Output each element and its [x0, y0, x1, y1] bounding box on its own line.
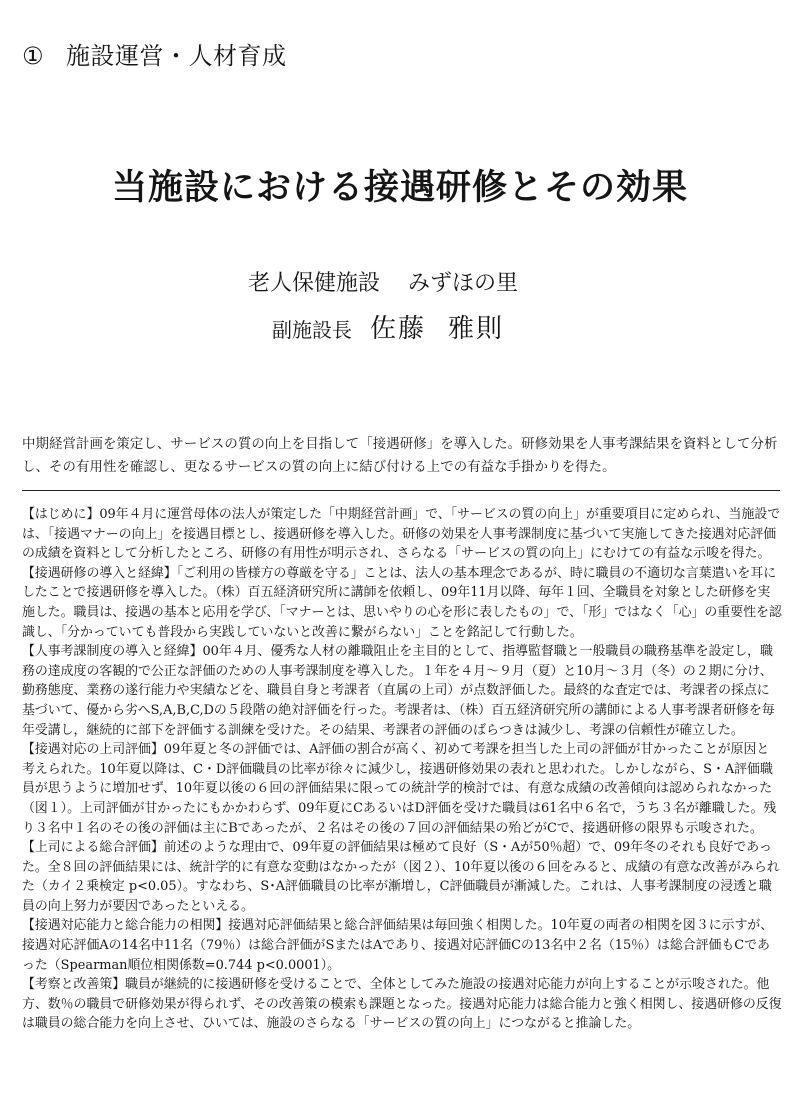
- paragraph-text: 00年４月、優秀な人材の離職阻止を主目的として、指導監督職と一般職員の職務基準を設定し，職務の達成度の客観的で公正な評価のための人事考課制度を導入した。１年を４月～９月（夏）と10月～３月（冬）の２期に分け、勤務態度、業務の遂行能力や実績などを、職員自身と考課者（直属の上司）が点数評価した。最終的な査定では、考課者の採点に基づいて、優から劣へS,A,B,C,Dの５段階の絶対評価を行った。考課者は、（株）百五経済研究所の講師による人事考課者研修を毎年受講し，継続的に部下を評価する訓練を受けた。その結果、考課者の評価のばらつきは減少し、考課の信頼性が確立した。: [22, 644, 775, 738]
- paragraph-heading: 【接遇対応の上司評価】: [22, 742, 164, 758]
- facility-type: 老人保健施設: [248, 271, 381, 296]
- body-text: [22, 505, 782, 1034]
- paragraph-correlation: [22, 916, 782, 975]
- paragraph-text: 09年４月に運営母体の法人が策定した「中期経営計画」で、「サービスの質の向上」が重要項目に定められ、当施設では、「接遇マナーの向上」を接遇目標とし、接遇研修を導入した。研修の効果を人事考課制度に基づいて実施してきた接遇対応評価の成績を資料として分析したところ、研修の有用性が明示され、さらなる「サービスの質の向上」にむけての有益な示唆を得た。: [22, 507, 781, 562]
- paragraph-heading: 【接遇対応能力と総合能力の相関】: [22, 918, 229, 934]
- section-title: 施設運営・人材育成: [66, 42, 287, 70]
- section-number: ①: [22, 42, 45, 70]
- paragraph-appraisal-system: [22, 642, 782, 740]
- paragraph-overall-evaluation: [22, 838, 782, 916]
- facility-line: [248, 266, 518, 297]
- divider: [22, 490, 780, 491]
- facility-name: みずほの里: [408, 271, 519, 296]
- paragraph-heading: 【人事考課制度の導入と経緯】: [22, 644, 203, 660]
- paragraph-heading: 【考察と改善策】: [22, 977, 126, 993]
- paragraph-text: 09年夏と冬の評価では、A評価の割合が高く、初めて考課を担当した上司の評価が甘かったことが原因と考えられた。10年夏以降は、C・D評価職員の比率が徐々に減少し，接遇研修効果の表れと思われた。しかしながら、S・A評価職員が思うように増加せず、10年夏以後の６回の評価結果に限っての統計学的検討では、有意な成績の改善傾向は認められなかった（図１）。上司評価が甘かったにもかかわらず、09年夏にCあるいはD評価を受けた職員は61名中６名で，うち３名が離職した。残り３名中１名のその後の評価は主にBであったが、２名はその後の７回の評価結果の殆どがCで、接遇研修の限界も示唆された。: [22, 742, 777, 836]
- paragraph-heading: 【はじめに】: [22, 507, 100, 522]
- paragraph-heading: 【上司による総合評価】: [22, 840, 164, 856]
- article-title: 当施設における接遇研修とその効果: [111, 168, 688, 208]
- author-name: [370, 314, 504, 344]
- author-role: 副施設長: [272, 318, 352, 342]
- paragraph-heading: 【接遇研修の導入と経緯】: [22, 565, 177, 581]
- paragraph-text: 前述のような理由で、09年夏の評価結果は極めて良好（S・Aが50％超）で、09年冬のそれも良好であった。全８回の評価結果には、統計学的に有意な変動はなかったが（図２）、10年夏以後の６回をみると、成績の有意な改善がみられた（カイ２乗検定 p<0.05）。すなわち、S･A評価職員の比率が漸増し，C評価職員が漸減した。これは、人事考課制度の浸透と職員の向上努力が要因であったといえる。: [22, 840, 780, 914]
- paragraph-text: 「ご利用の皆様方の尊厳を守る」ことは、法人の基本理念であるが、時に職員の不適切な言葉遣いを耳にしたことで接遇研修を導入した。（株）百五経済研究所に講師を依頼し、09年11月以降、毎年１回、全職員を対象とした研修を実施した。職員は、接遇の基本と応用を学び、「マナーとは、思いやりの心を形に表したもの」で、「形」ではなく「心」の重要性を認識し、「分かっていても普段から実践していないと改善に繋がらない」ことを銘記して行動した。: [22, 565, 782, 640]
- abstract: 中期経営計画を策定し、サービスの質の向上を目指して「接遇研修」を導入した。研修効果を人事考課結果を資料として分析し、その有用性を確認し、更なるサービスの質の向上に結び付ける上での有益な手掛かりを得た。: [22, 437, 778, 475]
- paragraph-supervisor-hospitality-evaluation: [22, 740, 782, 838]
- author-family-name: 佐藤: [370, 314, 427, 344]
- paragraph-text: 職員が継続的に接遇研修を受けることで、全体としてみた施設の接遇対応能力が向上することが示唆された。他方、数％の職員で研修効果が得られず、その改善策の模索も課題となった。接遇対応能力は総合能力と強く相関し、接遇研修の反復は職員の総合能力を向上させ、ひいては、施設のさらなる「サービスの質の向上」につながると推論した。: [22, 977, 782, 1032]
- paragraph-introduction: [22, 505, 782, 564]
- paragraph-discussion: [22, 975, 782, 1034]
- section-heading: [22, 36, 287, 71]
- author-given-name: 雅則: [448, 314, 505, 344]
- author-line: [272, 308, 504, 345]
- paragraph-text: 接遇対応評価結果と総合評価結果は毎回強く相関した。10年夏の両者の相関を図３に示すが、接遇対応評価Aの14名中11名（79％）は総合評価がSまたはAであり、接遇対応評価Cの13名中２名（15％）は総合評価もCであった（Spearman順位相関係数=0.744 p<0.0001）。: [22, 918, 774, 973]
- paragraph-training-introduction: [22, 564, 782, 642]
